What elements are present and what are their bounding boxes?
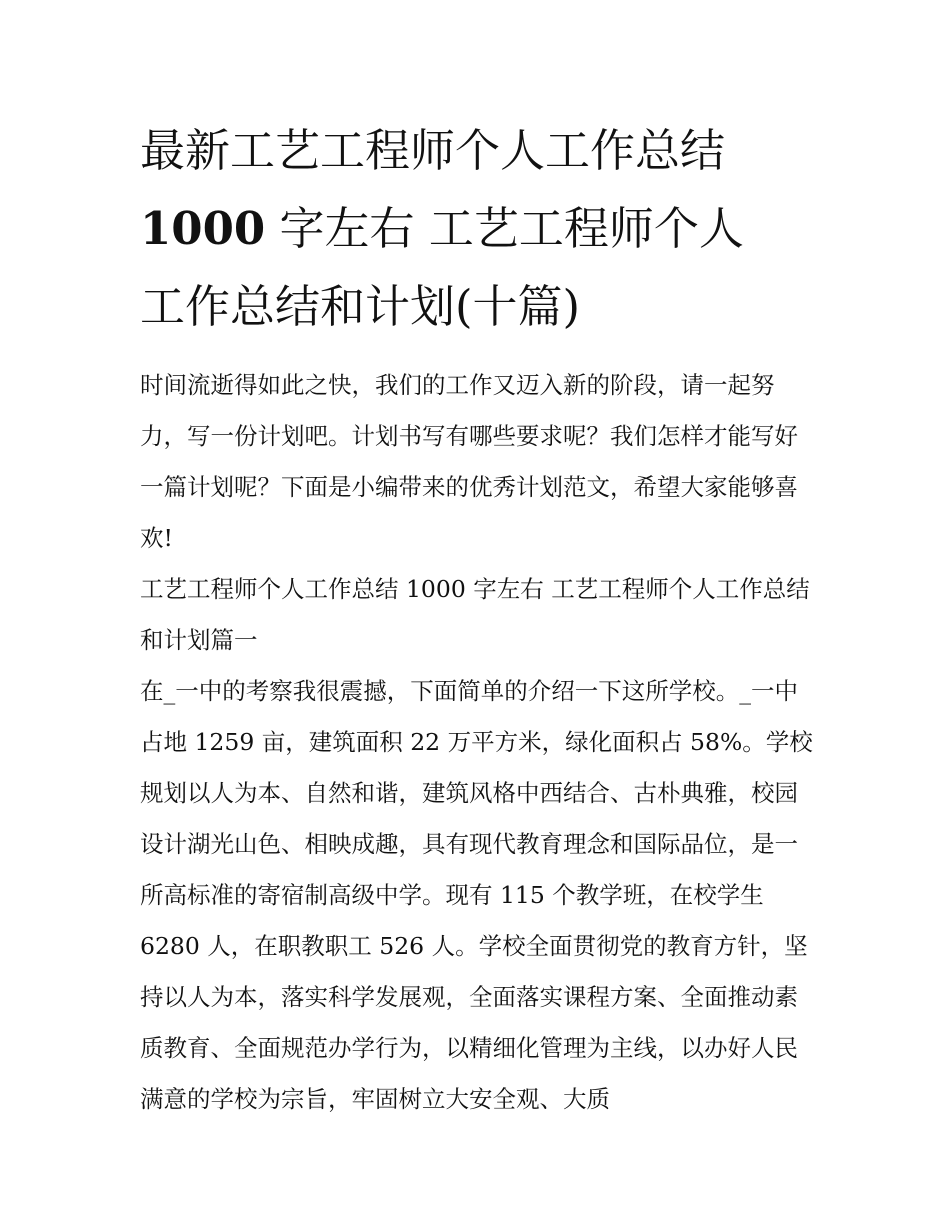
body-paragraph: 在_一中的考察我很震撼，下面简单的介绍一下这所学校。_一中占地 1259 亩，建筑面积 22 万平方米，绿化面积占 58%。学校规划以人为本、自然和谐，建筑风格中西结合、古朴典雅，校园设计湖光山色、相映成趣，具有现代教育理念和国际品位，是一所高标准的寄宿制高级中学。现有 115 个教学班，在校学生 6280 人，在职教职工 526 人。学校全面贯彻党的教育方针，坚持以人为本，落实科学发展观，全面落实课程方案、全面推动素质教育、全面规范办学行为，以精细化管理为主线，以办好人民满意的学校为宗旨，牢固树立大安全观、大质 <box>140 677 813 1113</box>
title-line-2-text: 字左右 工艺工程师个人 <box>265 202 744 255</box>
document-title <box>140 112 818 346</box>
section-heading: 工艺工程师个人工作总结 1000 字左右 工艺工程师个人工作总结和计划篇一 <box>140 575 810 654</box>
title-line-3: 工作总结和计划(十篇) <box>140 280 581 333</box>
title-line-2-number: 1000 <box>140 202 266 255</box>
intro-paragraph: 时间流逝得如此之快，我们的工作又迈入新的阶段，请一起努力，写一份计划吧。计划书写有哪些要求呢？我们怎样才能写好一篇计划呢？下面是小编带来的优秀计划范文，希望大家能够喜欢! <box>140 371 798 552</box>
document-content <box>140 112 818 1125</box>
title-line-1: 最新工艺工程师个人工作总结 <box>140 124 726 177</box>
